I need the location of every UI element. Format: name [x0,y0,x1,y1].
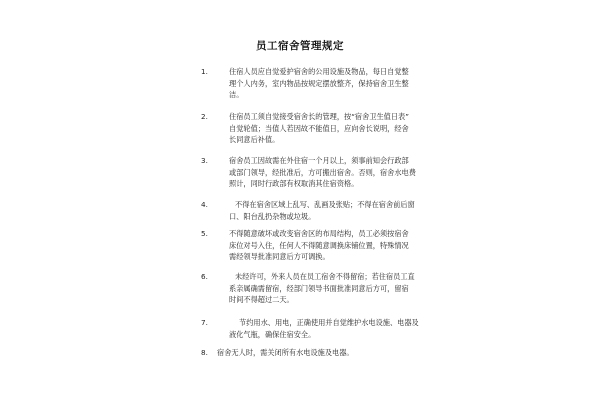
rule-line: 或部门领导，经批准后，方可搬出宿舍。否则，宿舍水电费 [229,167,416,177]
rule-text [229,199,415,222]
rule-line: 理个人内务，室内物品按规定摆放整齐，保持宿舍卫生整 [229,78,409,88]
rule-text [229,271,415,306]
rule-line: 住宿人员应自觉爱护宿舍的公用设施及物品，每日自觉整 [229,67,409,76]
rule-number: 1. [201,67,208,76]
rule-text [229,228,407,263]
rule-line: 口、阳台乱扔杂物或垃圾。 [229,211,316,221]
rule-line: 需经领导批准同意后方可调换。 [229,252,330,262]
rule-line: 洁。 [229,90,244,100]
rule-number: 8. [201,348,208,357]
rule-line: 自觉轮值；当值人若因故不能值日，应向舍长说明，经舍 [229,123,409,133]
rule-line: 照计，同时行政部有权取消其住宿资格。 [229,179,359,189]
rule-line: 宿舍员工因故需在外住宿一个月以上，须事前知会行政部 [229,156,409,165]
rule-line: 液化气瓶，确保住宿安全。 [229,329,316,339]
rule-line: 床位对号入住，任何人不得随意调换床铺位置，特殊情况 [229,240,409,250]
rule-line: 宿舍无人时，需关闭所有水电设施及电器。 [217,348,354,357]
rule-text [217,347,395,359]
rule-text [229,317,419,340]
rule-line: 系亲属确需留宿，经部门领导书面批准同意后方可，留宿 [229,283,409,293]
rule-line: 住宿员工须自觉接受宿舍长的管理，按“宿舍卫生值日表” [229,112,409,121]
rule-number: 4. [201,200,208,209]
rule-number: 7. [201,318,208,327]
rule-number: 6. [201,272,208,281]
document-title: 员工宿舍管理规定 [256,40,344,52]
rule-line: 不得随意破坏或改变宿舍区的布局结构，员工必须按宿舍 [229,229,409,238]
rule-number: 2. [201,112,208,121]
rule-text [229,111,411,146]
rule-text [229,66,407,101]
rule-line: 不得在宿舍区域上乱写、乱画及张贴；不得在宿舍前后窗 [235,200,415,209]
rule-line: 时间不得超过二天。 [229,295,294,305]
rule-number: 3. [201,156,208,165]
rule-line: 长同意后补值。 [229,135,280,145]
rule-line: 未经许可，外来人员在员工宿舍不得留宿；若住宿员工直 [235,272,415,281]
rule-text [229,155,416,190]
rule-number: 5. [201,229,208,238]
rule-line: 节约用水、用电，正确使用并自觉维护水电设施、电器及 [239,318,419,327]
